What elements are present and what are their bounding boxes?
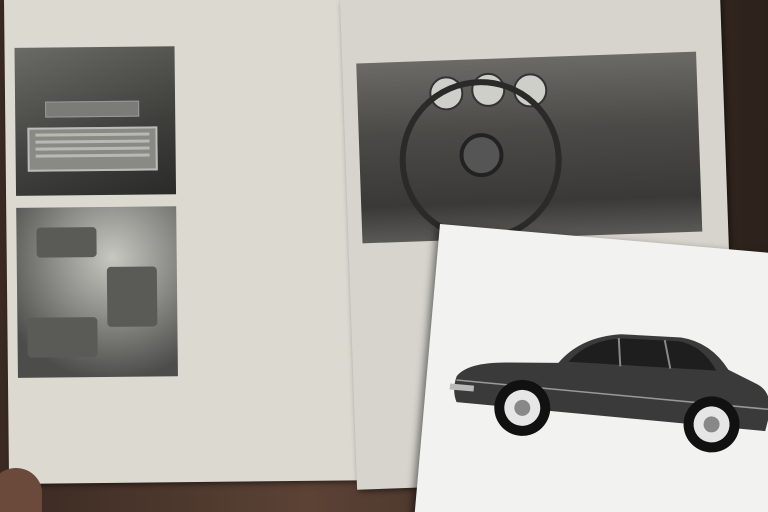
- callouts-right-group: [356, 52, 696, 64]
- car-photo-card: [412, 224, 768, 512]
- id-plate-photo: [15, 46, 177, 196]
- type-plate: [27, 126, 157, 171]
- left-manual-page: [4, 0, 387, 484]
- car-coupe-illustration: [440, 305, 768, 483]
- engine-block-photo: [16, 206, 178, 378]
- paragraph-correspondence: [195, 268, 375, 270]
- chassis-number-plate: [45, 101, 139, 118]
- dashboard-photo: [356, 52, 702, 244]
